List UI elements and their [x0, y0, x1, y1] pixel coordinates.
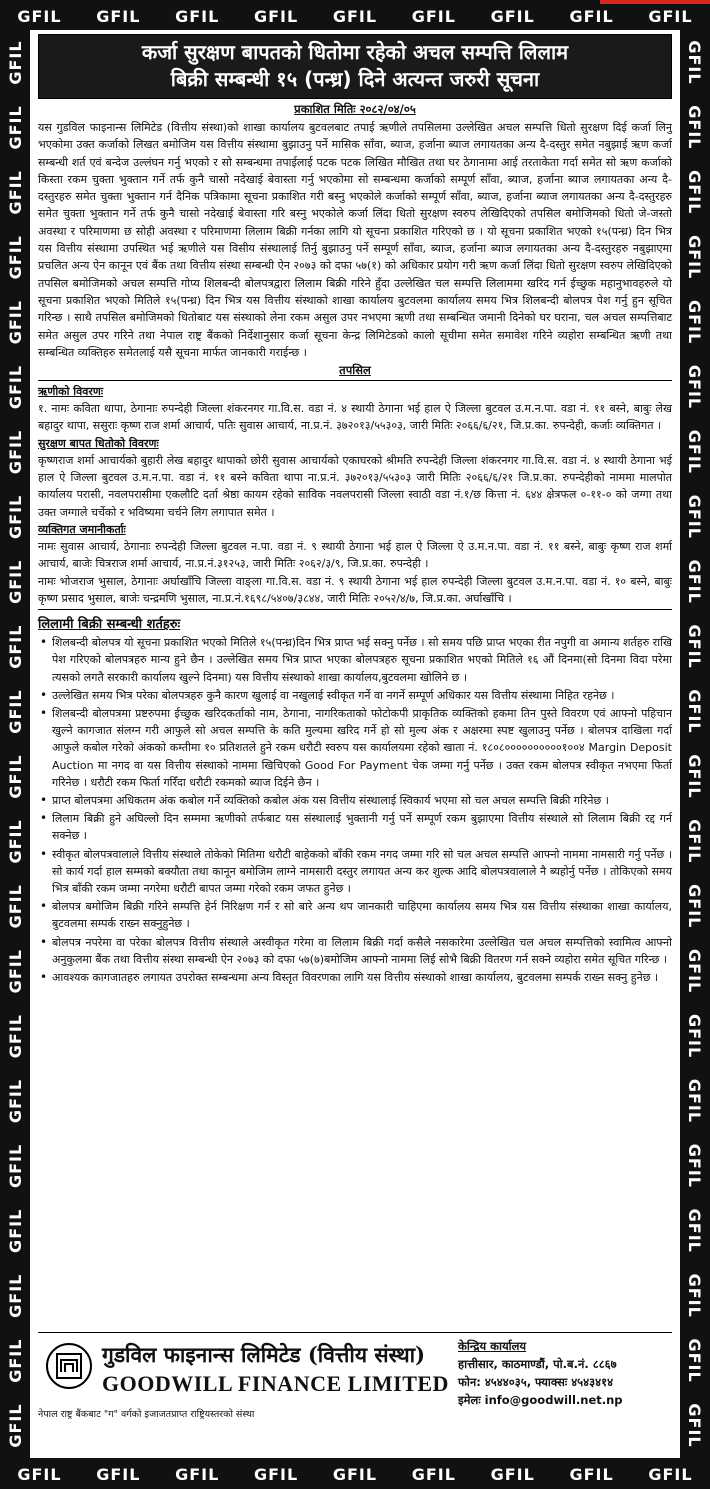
border-label: GFIL [5, 300, 25, 345]
border-label: GFIL [685, 949, 705, 994]
border-label: GFIL [5, 949, 25, 994]
condition-text: लिलाम बिक्री हुने अघिल्लो दिन सम्ममा ऋणीको तर्फबाट यस संस्थालाई भुक्तानी गर्नु पर्ने सम्पूर्ण रकम बुझाएमा वित्तीय संस्थाले सो लिलाम बिक्री रद्द गर्न सक्नेछ । [52, 812, 672, 843]
collateral-heading: सुरक्षण बापत धितोको विवरणः [38, 436, 159, 450]
border-label: GFIL [5, 559, 25, 604]
condition-item [38, 969, 672, 986]
border-label: GFIL [685, 299, 705, 345]
border-label: GFIL [685, 689, 705, 734]
border-label: GFIL [685, 364, 705, 410]
border-label: GFIL [332, 6, 378, 26]
condition-item [38, 792, 672, 809]
condition-text: आवश्यक कागजातहरु लगायत उपरोक्त सम्बन्धमा अन्य विस्तृत विवरणका लागि यस वित्तीय संस्थाको शाखा कार्यालय, बुटवलमा सम्पर्क राख्न सक्नु हुनेछ । [52, 970, 659, 984]
border-label: GFIL [5, 624, 25, 669]
border-label: GFIL [5, 1078, 25, 1124]
license-note: नेपाल राष्ट्र बैंकबाट "ग" वर्गको इजाजतप्राप्त राष्ट्रियस्तरको संस्था [38, 1409, 255, 1420]
bullet-icon: • [40, 846, 48, 861]
border-label: GFIL [5, 105, 25, 150]
bullet-icon: • [40, 792, 48, 807]
border-label: GFIL [411, 1464, 456, 1484]
org-name-nepali: गुडविल फाइनान्स लिमिटेड (वित्तीय संस्था) [102, 1342, 426, 1367]
border-label: GFIL [17, 6, 62, 26]
border-label: GFIL [569, 1464, 614, 1484]
condition-text: शिलबन्दी बोलपत्रमा प्रष्टरुपमा ईच्छुक खरिदकर्ताको नाम, ठेगाना, नागरिकताको फोटोकपी प्राकृतिक व्यक्तिको हकमा तिन पुस्ते विवरण एवं आफ्नो पहिचान खुल्ने कागजात संलग्न गरी आफुले सो अचल सम्पत्ति के कति मुल्यमा खरिद गर्ने हो सो मुल्य अंक र अक्षरमा स्पष्ट खुलाउनु पर्नेछ । बोलपत्र दाखिला गर्दा आफुले कबोल गरेको अंकको कम्तीमा १० प्रतिशतले हुने रकम धरौटी स्वरुप यस कार्यालयमा रहेको खाता नं. १८०८००००००००००१००४ Margin Deposit Auction मा नगद वा यस वित्तीय संस्थाको नाममा खिचिएको Good For Payment चेक जम्मा गर्नु पर्नेछ । उक्त रकम बोलपत्र स्वीकृत नभएमा फिर्ता गरिनेछ । धरौटी रकम फिर्ता गरिँदा धरौटी रकमको ब्याज दिईने छैन । [52, 706, 672, 789]
condition-item [38, 634, 672, 686]
guarantors-heading: व्यक्तिगत जमानीकर्ताः [38, 522, 126, 536]
office-email: इमेलः info@goodwill.net.np [458, 1393, 623, 1407]
border-label: GFIL [685, 559, 705, 604]
org-name-english: GOODWILL FINANCE LIMITED [102, 1371, 449, 1396]
border-label: GFIL [17, 1464, 62, 1484]
border-label: GFIL [490, 6, 535, 26]
condition-item [38, 898, 672, 932]
border-label: GFIL [5, 235, 25, 280]
border-label: GFIL [685, 1403, 705, 1448]
bullet-icon: • [40, 969, 48, 984]
border-label: GFIL [685, 754, 705, 799]
border-label: GFIL [685, 1208, 705, 1253]
border-label: GFIL [685, 105, 705, 150]
bullet-icon: • [40, 934, 48, 949]
office-heading: केन्द्रिय कार्यालय [458, 1339, 527, 1353]
notice-title-line-2: बिक्री सम्बन्धी १५ (पन्ध्र) दिने अत्यन्त जरुरी सूचना [170, 67, 540, 91]
condition-text: बोलपत्र बमोजिम बिक्री गरिने सम्पत्ति हेर्न निरिक्षण गर्न र सो बारे अन्य थप जानकारी चाहिएमा कार्यालय समय भित्र यस वित्तीय संस्थाका शाखा कार्यालय, बुटवलमा सम्पर्क राख्न सक्नुहुनेछ । [52, 900, 672, 931]
border-label: GFIL [5, 494, 25, 539]
condition-item [38, 705, 672, 791]
border-label: GFIL [175, 6, 220, 26]
border-label: GFIL [5, 1338, 25, 1383]
condition-item [38, 934, 672, 968]
border-label: GFIL [411, 6, 456, 26]
bullet-icon: • [40, 899, 48, 914]
border-strip-bottom [0, 1460, 710, 1488]
border-label: GFIL [5, 884, 25, 929]
border-label: GFIL [253, 1464, 299, 1484]
notice-title-banner [38, 34, 672, 99]
border-label: GFIL [5, 429, 25, 475]
conditions-list [38, 634, 672, 986]
border-label: GFIL [648, 1464, 693, 1484]
conditions-heading: लिलामी बिक्री सम्बन्धी शर्तहरुः [38, 617, 181, 633]
guarantor-1-details: नामः सुवास आचार्य, ठेगानाः रुपन्देही जिल्ला बुटवल न.पा. वडा नं. ९ स्थायी ठेगाना भई हाल ऐ जिल्ला ऐ उ.म.न.पा. वडा नं. ११ बस्ने, बाबुः कृष्ण राज शर्मा आचार्य, बाजेः चित्रराज शर्मा आचार्य, ना.प्र.नं.३१२५३, जारी मितिः २०६२/३/९, जि.प्र.का. रुपन्देही । [38, 539, 672, 571]
bullet-icon: • [40, 687, 48, 702]
border-label: GFIL [685, 1013, 705, 1059]
border-label: GFIL [685, 819, 705, 864]
condition-text: बोलपत्र नपरेमा वा परेका बोलपत्र वित्तीय संस्थाले अस्वीकृत गरेमा वा लिलाम बिक्री गर्दा कसैले नसकारेमा उल्लेखित चल अचल सम्पत्तिको स्वामित्व आफ्नो अनुकुलमा बैंक तथा वित्तीय संस्था सम्बन्धी ऐन २०७३ को दफा ५७(७)बमोजिम आफ्नो नाममा लिई सोभै बिक्री वितरण गर्न सक्ने व्यहोरा समेत सूचित गरिन्छ । [52, 935, 672, 966]
border-label: GFIL [685, 1143, 705, 1188]
notice-content [30, 30, 680, 1458]
head-office-contact [458, 1337, 623, 1409]
border-label: GFIL [5, 689, 25, 734]
notice-body: यस गुडविल फाइनान्स लिमिटेड (वित्तीय संस्था)को शाखा कार्यालय बुटवलबाट तपाई ऋणीले तपसिलमा उल्लेखित अचल सम्पत्ति धितो सुरक्षण दिई कर्जा लिनु भएकोमा उक्त कर्जाको लिखत बमोजिम यस वित्तीय संस्थामा बुझाउनु पर्ने मासिक साँवा, ब्याज, हर्जाना ब्याज लगायतका अन्य दै-दस्तुर समेत नबुझाई ऋण कर्जा सम्बन्धी शर्त एवं बन्देज उल्लंघन गर्नु भएको र सो सम्बन्धमा तपाईलाई पटक पटक लिखित मौखित तथा घर ठेगानामा आई तरताकेता गर्दा समेत सो ऋण कर्जाको किस्ता रकम चुक्ता भुक्तान गर्ने तर्फ कुनै चासो नदेखाई बेवास्ता गर्नु भएकोमा सो सम्बन्धमा कर्जाको सम्पूर्ण साँवा, ब्याज, हर्जाना ब्याज लगायतका अन्य दै-दस्तुरहरु समेत चुक्ता भुक्तान गर्न दैनिक पत्रिकामा सूचना प्रकाशित गरी बस्नु भएकोले कर्जाको सम्पूर्ण साँवा, ब्याज, हर्जाना ब्याज लगायतका अन्य दै-दस्तुरहरु समेत चुक्ता भुक्तान गर्ने तर्फ कुनै चासो नदेखाई बेवास्ता गरि बस्नु भएकोले कर्जा लिंदा धितो सुरक्षण स्वरुप लेखिदिएको तपसिल बमोजिमको धितो जे-जस्तो अवस्था र परिमाणमा छ सोही अवस्था र परिमाणमा लिलाम बिक्री गर्नका लागि यो सूचना प्रकाशित गरिएको छ । यो सूचना प्रकाशित भएको १५(पन्ध्र) दिन भित्र यस वित्तीय संस्थामा उपस्थित भई ऋणीले यस विसीय संस्थालाई तिर्नु बुझाउनु पर्ने सम्पूर्ण साँवा, ब्याज, हर्जाना ब्याज लगायतका अन्य दै-दस्तुरहरु नबुझाएमा प्रचलित अन्य ऐन कानून एवं बैंक तथा वित्तीय संस्था सम्बन्धी ऐन २०७३ को दफा ५७(१) को अधिकार प्रयोग गरी ऋण कर्जा लिंदा धितो सुरक्षण स्वरुप लेखिदिएको तपसिल बमोजिमको अचल सम्पत्ति गोप्य शिलबन्दी बोलपत्रद्वारा लिलाम बिक्री गरिने हुँदा उल्लेखित चल सम्पत्ति लिलाममा खरिद गर्न ईच्छुक महानुभावहरुले यो सूचना प्रकाशित भएको मितिले १५(पन्ध्र) दिन भित्र यस वित्तीय संस्थाको शाखा कार्यालय बुटवलमा कार्यालय समय भित्र शिलबन्दी बोलपत्र पेश गर्नु हुन सूचित गरिन्छ । साथै तपसिल बमोजिमको धितोबाट यस संस्थाको लेना रकम असुल उपर नभएमा ऋणी तथा सम्बन्धित जमानी दिनेको घर घराना, चल अचल सम्पत्तिबाट समेत असुल उपर गरिने तथा नेपाल राष्ट्र बैंकको निर्देशानुसार कर्जा सूचना केन्द्र लिमिटेडको कालो सूचीमा समेत समावेश गरिने व्यहोरा सम्बन्धित ऋणी तथा सम्बन्धित व्यक्तिहरु समेतलाई यसै सूचना मार्फत जानकारी गराईन्छ । [38, 121, 672, 359]
border-label: GFIL [5, 1014, 25, 1059]
borrower-heading: ऋणीको विवरणः [38, 385, 104, 399]
condition-text: प्राप्त बोलपत्रमा अधिकतम अंक कबोल गर्ने व्यक्तिको कबोल अंक यस वित्तीय संस्थालाई स्विकार्य भएमा सो चल अचल सम्पत्ति बिक्री गरिनेछ । [52, 793, 609, 807]
border-label: GFIL [332, 1464, 378, 1484]
border-label: GFIL [5, 40, 25, 85]
office-address: हात्तीसार, काठमाण्डौं, पो.ब.नं. ८८६७ [458, 1357, 617, 1371]
border-label: GFIL [685, 884, 705, 929]
border-label: GFIL [685, 494, 705, 539]
guarantor-2-details: नामः भोजराज भुसाल, ठेगानाः अर्घाखाँचि जिल्ला वाङ्ला गा.वि.स. वडा नं. ९ स्थायी ठेगाना भई हाल रुपन्देही जिल्ला बुटवल उ.म.न.पा. वडा नं. १० बस्ने, बाबुः कृष्ण प्रसाद भुसाल, बाजेः चन्द्रमणि भुसाल, ना.प्र.नं.१६९८/५४०७/३८४४, जारी मितिः २०५२/४/७, जि.प्र.का. अर्घाखाँचि । [38, 574, 672, 605]
border-label: GFIL [5, 170, 25, 215]
tapsil-heading: तपसिल [339, 363, 371, 378]
bullet-icon: • [40, 811, 48, 826]
border-label: GFIL [5, 1208, 25, 1253]
office-phone: फोन: ४५४४०३५, फ्याक्सः ४५४३४१४ [458, 1375, 614, 1389]
bullet-icon: • [40, 635, 48, 650]
border-label: GFIL [685, 429, 705, 474]
border-strip-left [1, 30, 29, 1458]
border-label: GFIL [175, 1464, 220, 1484]
border-label: GFIL [685, 1273, 705, 1318]
condition-item [38, 687, 672, 704]
notice-title-line-1: कर्जा सुरक्षण बापतको धितोमा रहेको अचल सम्पत्ति लिलाम [141, 40, 569, 64]
border-label: GFIL [5, 364, 25, 410]
border-strip-top [0, 2, 710, 30]
border-strip-right [681, 30, 709, 1458]
border-label: GFIL [5, 1403, 25, 1448]
border-label: GFIL [685, 1338, 705, 1383]
bullet-icon: • [40, 705, 48, 720]
border-label: GFIL [5, 819, 25, 864]
divider [38, 380, 672, 381]
border-label: GFIL [569, 6, 614, 26]
border-label: GFIL [685, 624, 705, 669]
border-label: GFIL [5, 1143, 25, 1189]
divider [38, 609, 672, 610]
border-label: GFIL [648, 6, 693, 26]
border-label: GFIL [685, 40, 705, 85]
border-label: GFIL [253, 6, 299, 26]
border-label: GFIL [685, 170, 705, 215]
footer [38, 1332, 672, 1450]
condition-item [38, 846, 672, 898]
goodwill-logo-icon [46, 1343, 92, 1389]
border-label: GFIL [685, 235, 705, 280]
condition-text: उल्लेखित समय भित्र परेका बोलपत्रहरु कुनै कारण खुलाई वा नखुलाई स्वीकृत गर्ने वा नगर्ने सम्पूर्ण अधिकार यस वित्तीय संस्थामा निहित रहनेछ । [52, 688, 615, 702]
publish-date: प्रकाशित मितिः २०८२/०४/०५ [294, 102, 416, 116]
collateral-details: कृष्णराज शर्मा आचार्यको बुहारी लेख बहादुर थापाको छोरी सुवास आचार्यको एकाघरको श्रीमति रुपन्देही जिल्ला शंकरनगर गा.वि.स. वडा नं. ४ स्थायी ठेगाना भई हाल ऐ जिल्ला बुटवल उ.म.न.पा. वडा नं. ११ बस्ने कविता थापा ना.प्र.नं. ३७२०१३/५५३०३ जारी मितिः २०६६/६/२१ जि.प्र.का. रुपन्देहीको नाममा मालपोत कार्यालय परासी, नवलपरासीमा एकलौटि दर्ता श्रेष्ठा कायम रहेको साविक नवलपरासी जिल्ला स्वाठी वडा नं.१/छ कित्ता नं. ६४४ क्षेत्रफल ०-११-० को जग्गा तथा उक्त जग्गाले चर्चेको र भविष्यमा चर्चने लिग लगापात समेत । [38, 453, 672, 519]
condition-text: शिलबन्दी बोलपत्र यो सूचना प्रकाशित भएको मितिले १५(पन्ध्र)दिन भित्र प्राप्त भई सक्नु पर्नेछ । सो समय पछि प्राप्त भएका रीत नपुगी वा अमान्य शर्तहरु राखि पेश गरिएको बोलपत्रहरु मान्य हुने छैन । उल्लेखित समय भित्र प्राप्त भएका बोलपत्रहरु सूचना प्रकाशित भएको मितिले १६ औं दिनमा(सो दिनमा विदा परेमा त्यसको लगतै सरकारी कार्यालय खुल्ने दिनमा) यस वित्तीय संस्थाको शाखा कार्यालय,बुटवलमा खोलिने छ । [52, 636, 672, 684]
condition-item [38, 810, 672, 844]
border-label: GFIL [490, 1464, 535, 1484]
borrower-details: १. नामः कविता थापा, ठेगानाः रुपन्देही जिल्ला शंकरनगर गा.वि.स. वडा नं. ४ स्थायी ठेगाना भई हाल ऐ जिल्ला बुटवल उ.म.न.पा. वडा नं. ११ बस्ने, बाबुः लेख बहादुर थापा, ससुराः कृष्ण राज शर्मा आचार्य, पतिः सुवास आचार्य, ना.प्र.नं. ३७२०१३/५५३०३, जारी मितिः २०६६/६/२१, जि.प्र.का. रुपन्देही, कर्जाः व्यक्तिगत । [38, 402, 672, 433]
border-label: GFIL [96, 1464, 141, 1484]
condition-text: स्वीकृत बोलपत्रवालाले वित्तीय संस्थाले तोकेको मितिमा धरौटी बाहेकको बाँकी रकम नगद जम्मा गरि सो चल अचल सम्पत्ति आफ्नो नाममा नामसारी गर्नु पर्नेछ । सो कार्य गर्दा हाल सम्मको बक्यौता तथा कानून बमोजिम लाग्ने नामसारी दस्तुर लगायत अन्य कर शुल्क आदि बोलपत्रवालाले नै ब्यहोर्नु पर्नेछ । तोकिएको समय भित्र बाँकी रकम जम्मा नगरेमा धरौटी बापत जम्मा गरेको रकम जफत हुनेछ । [52, 847, 672, 895]
border-label: GFIL [5, 1273, 25, 1318]
border-label: GFIL [96, 6, 141, 26]
border-label: GFIL [685, 1078, 705, 1124]
border-label: GFIL [5, 754, 25, 799]
